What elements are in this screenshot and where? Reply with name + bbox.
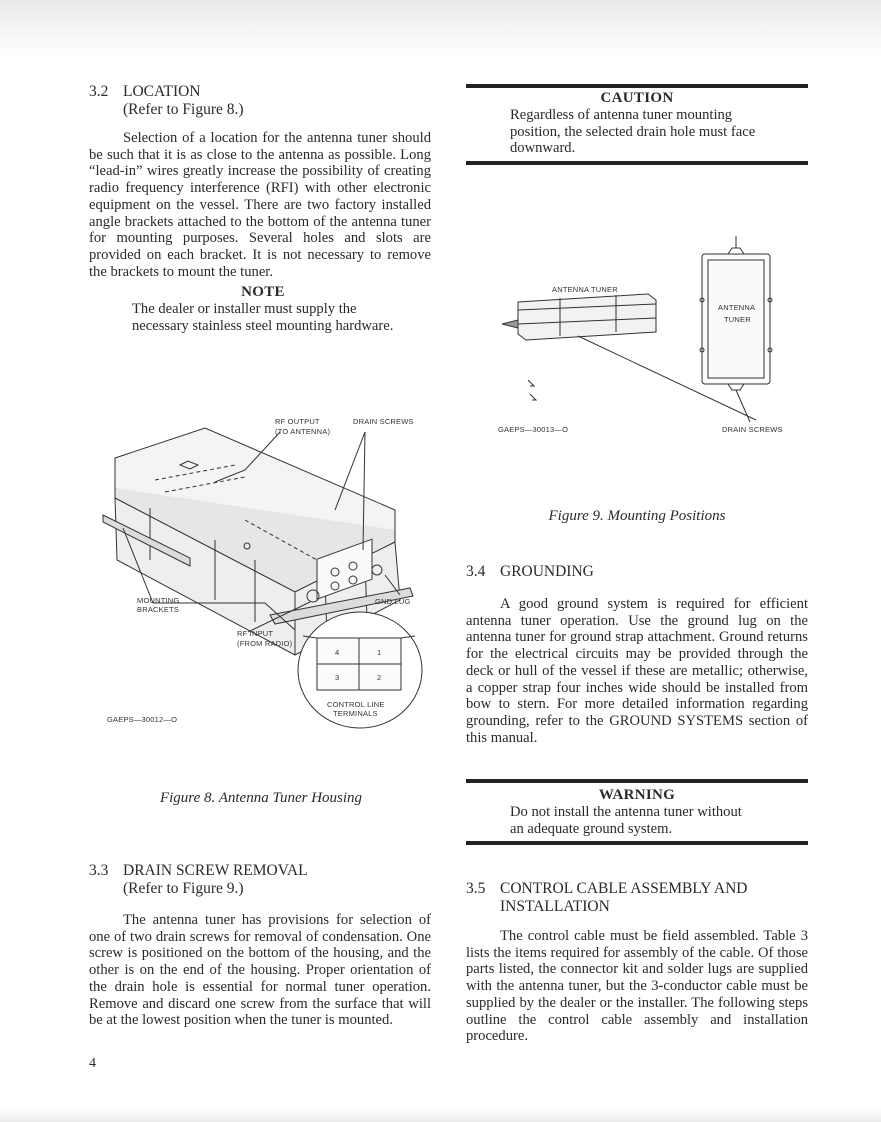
label-drain-screws: DRAIN SCREWS (353, 417, 414, 426)
section-title: LOCATION (123, 83, 201, 100)
section-reference: (Refer to Figure 9.) (123, 880, 244, 897)
section-title: DRAIN SCREW REMOVAL (123, 862, 308, 879)
figure-8-caption: Figure 8. Antenna Tuner Housing (159, 790, 363, 806)
caution-title: CAUTION (600, 90, 674, 106)
scan-shadow-bottom (0, 1108, 881, 1122)
caution-text: Regardless of antenna tuner mounting position, the selected drain hole must face downward. (510, 107, 756, 157)
label-rf-input-sub: (FROM RADIO) (237, 639, 293, 648)
label-tuner: TUNER (724, 315, 751, 324)
label-rf-input: RF INPUT (237, 629, 274, 638)
label-antenna-tuner: ANTENNA TUNER (552, 285, 618, 294)
scan-shadow-top (0, 0, 881, 60)
figure-8-illustration (95, 410, 435, 740)
section-3-2-heading (89, 83, 429, 119)
warning-box (466, 779, 808, 845)
label-drain-screws-9: DRAIN SCREWS (722, 425, 783, 434)
label-antenna: ANTENNA (718, 303, 756, 312)
section-title: CONTROL CABLE ASSEMBLY AND (500, 880, 748, 897)
section-3-5-body: The control cable must be field assembled. Table 3 lists the items required for assembly of the cable. Of those parts listed, the connector kit and solder lugs are supplied with the antenna tuner, but the 3-conductor cable must be supplied by the dealer or the installer. The following steps outline the control cable assembly and installation procedure. (466, 928, 808, 1045)
section-number: 3.4 (466, 563, 486, 580)
section-3-4-heading (466, 563, 806, 581)
label-mounting: MOUNTING (137, 596, 180, 605)
figure-9-code: GAEPS—30013—O (498, 425, 569, 434)
note-title: NOTE (241, 284, 285, 300)
section-number: 3.5 (466, 880, 486, 897)
section-title-line-2: INSTALLATION (500, 898, 610, 915)
section-3-5-heading (466, 880, 806, 916)
figure-8-code: GAEPS—30012—O (107, 715, 178, 724)
warning-line-2: an adequate ground system. (510, 820, 673, 837)
figure-9-illustration (488, 232, 808, 442)
label-brackets: BRACKETS (137, 605, 180, 614)
terminal-4: 4 (335, 648, 340, 657)
terminal-2: 2 (377, 673, 382, 682)
section-3-3-body: The antenna tuner has provisions for selection of one of two drain screws for removal of condensation. One screw is positioned on the bottom of the housing, and the other is on the end of the housing. Proper orientation of the drain hole is essential for normal tuner operation. Remove and discard one screw from the surface that will be at the lowest position when the tuner is mounted. (89, 912, 431, 1029)
warning-line-1: Do not install the antenna tuner without (510, 804, 742, 820)
label-rf-output: RF OUTPUT (275, 417, 320, 426)
figure-9-caption: Figure 9. Mounting Positions (548, 508, 726, 524)
section-number: 3.2 (89, 83, 109, 100)
section-title: GROUNDING (500, 563, 594, 580)
section-3-2-body: Selection of a location for the antenna tuner should be such that it is as close to the antenna as possible. Long “lead-in” wires greatly increase the possibility of creating radio frequency interference (RFI) with other electronic equipment on the vessel. There are two factory installed angle brackets attached to the bottom of the antenna tuner for mounting purposes. Several holes and slots are provided on each bracket. It is not necessary to remove the brackets to mount the tuner. (89, 130, 431, 280)
warning-title: WARNING (598, 787, 676, 803)
section-3-4-body: A good ground system is required for efficient antenna tuner operation. Use the ground lug on the antenna tuner for ground strap attachment. Ground returns for the electrical circuits may be provided through the deck or hull of the vessel if these are metallic; otherwise, a copper strap four inches wide should be installed from bow to stern. For more detailed information regarding grounding, refer to the GROUND SYSTEMS section of this manual. (466, 596, 808, 746)
section-reference: (Refer to Figure 8.) (123, 101, 244, 118)
label-terminals: TERMINALS (333, 709, 378, 718)
label-control-line: CONTROL LINE (327, 700, 385, 709)
tuner-horizontal (518, 294, 656, 340)
section-number: 3.3 (89, 862, 109, 879)
terminal-1: 1 (377, 648, 382, 657)
section-3-3-heading (89, 862, 429, 898)
page-number: 4 (89, 1056, 96, 1071)
antenna-connector (502, 320, 518, 328)
caution-box (466, 84, 808, 165)
note-text: The dealer or installer must supply the necessary stainless steel mounting hardware. (132, 301, 394, 334)
terminal-3: 3 (335, 673, 340, 682)
label-gnd-lug: GND LUG (375, 597, 411, 606)
label-rf-output-sub: (TO ANTENNA) (275, 427, 331, 436)
note-block (132, 284, 394, 334)
